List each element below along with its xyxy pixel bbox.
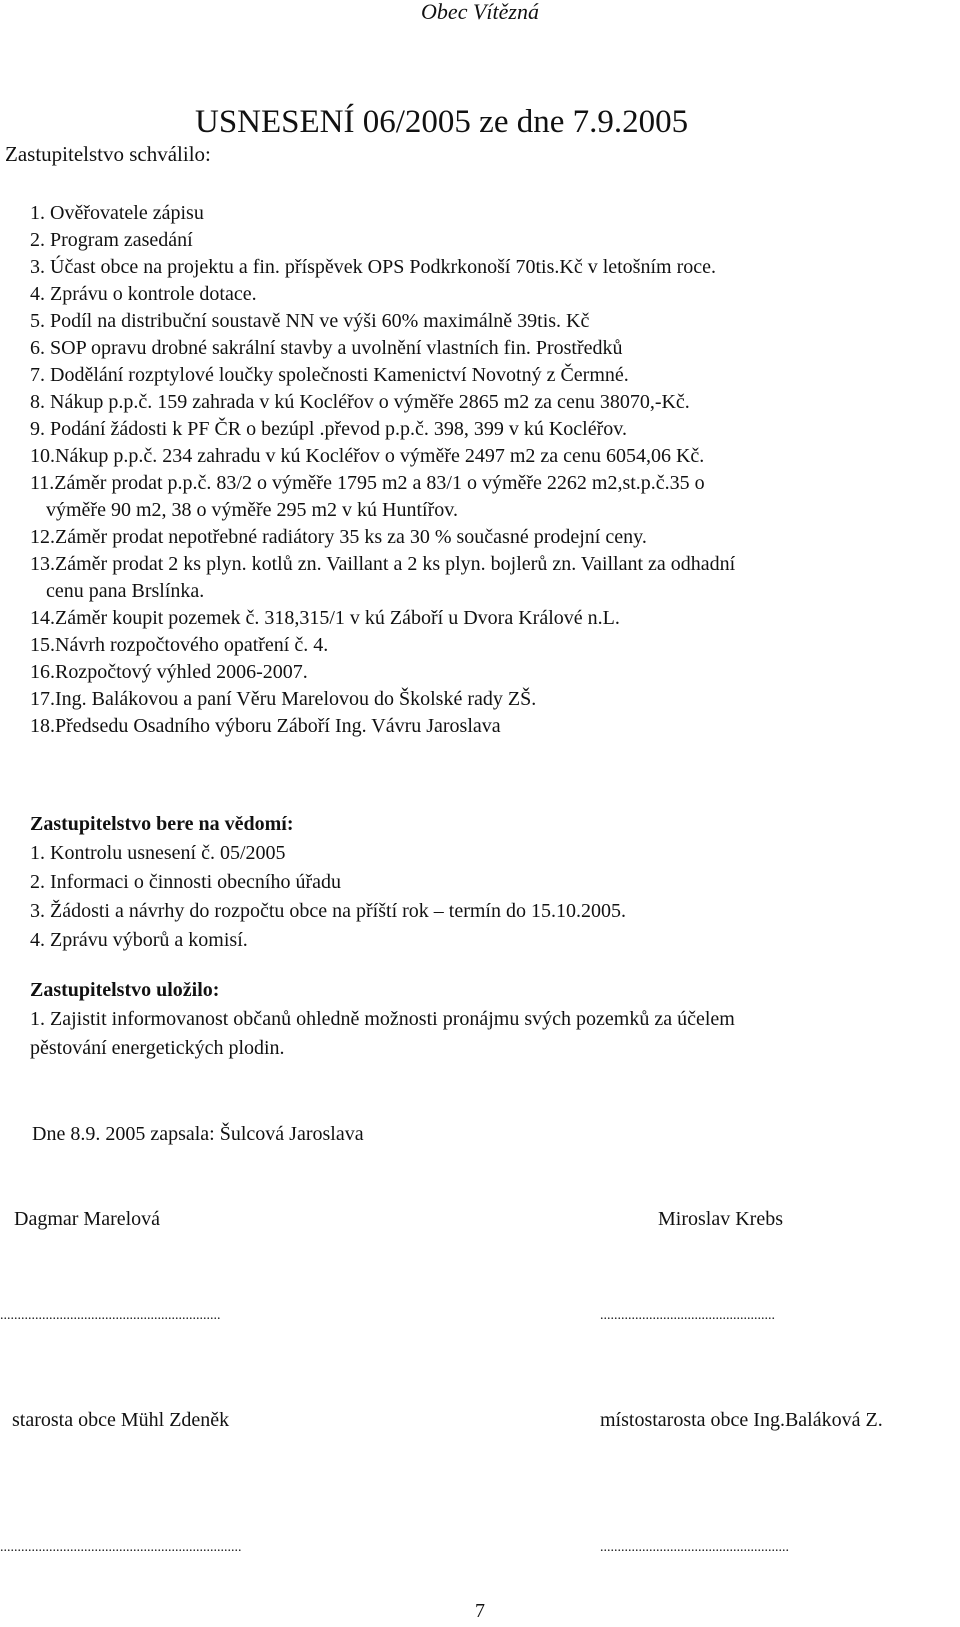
list-item: 7. Dodělání rozptylové loučky společnosti Kamenictví Novotný z Čermné. [30, 364, 629, 386]
list-item: 11.Záměr prodat p.p.č. 83/2 o výměře 1795 m2 a 83/1 o výměře 2262 m2,st.p.č.35 o výměře 90 m2, 38 o výměře 295 m2 v kú Huntířov. [30, 472, 705, 521]
verifier-right: Miroslav Krebs [658, 1208, 783, 1230]
list-item: 15.Návrh rozpočtového opatření č. 4. [30, 634, 329, 656]
deputy-label: místostarosta obce Ing.Baláková Z. [600, 1409, 883, 1431]
list-item: 17.Ing. Balákovou a paní Věru Marelovou do Školské rady ZŠ. [30, 688, 537, 710]
list-item: 12.Záměr prodat nepotřebné radiátory 35 ks za 30 % současné prodejní ceny. [30, 526, 647, 548]
recorded-note: Dne 8.9. 2005 zapsala: Šulcová Jaroslava [32, 1123, 364, 1145]
list-item: 9. Podání žádosti k PF ČR o bezúpl .převod p.p.č. 398, 399 v kú Kocléřov. [30, 418, 627, 440]
list-item: 13.Záměr prodat 2 ks plyn. kotlů zn. Vaillant a 2 ks plyn. bojlerů zn. Vaillant za odhadní cenu pana Brslínka. [30, 553, 736, 602]
mayor-label: starosta obce Mühl Zdeněk [12, 1409, 230, 1431]
signature-line: .................................................. [600, 1308, 775, 1323]
signature-line: ...................................................... [600, 1540, 789, 1555]
list-item: 1. Kontrolu usnesení č. 05/2005 [30, 842, 286, 864]
tasked-line: 1. Zajistit informovanost občanů ohledně možnosti pronájmu svých pozemků za účelem [30, 1008, 735, 1030]
verifier-left: Dagmar Marelová [14, 1208, 161, 1230]
list-item: 10.Nákup p.p.č. 234 zahradu v kú Kocléřov o výměře 2497 m2 za cenu 6054,06 Kč. [30, 445, 705, 467]
list-item: 3. Žádosti a návrhy do rozpočtu obce na příští rok – termín do 15.10.2005. [30, 900, 626, 922]
page-header: Obec Vítězná [421, 0, 539, 24]
approved-list [30, 200, 735, 740]
list-item: 8. Nákup p.p.č. 159 zahrada v kú Kocléřov o výměře 2865 m2 za cenu 38070,-Kč. [30, 391, 690, 413]
signature-line: ..................................................................... [0, 1540, 242, 1555]
list-item: 16.Rozpočtový výhled 2006-2007. [30, 661, 308, 683]
list-item: 4. Zprávu výborů a komisí. [30, 929, 248, 951]
tasked-section [30, 976, 735, 1063]
resolution-title: USNESENÍ 06/2005 ze dne 7.9.2005 [195, 104, 689, 140]
list-item: 2. Program zasedání [30, 229, 193, 251]
list-item: 2. Informaci o činnosti obecního úřadu [30, 871, 342, 893]
tasked-heading: Zastupitelstvo uložilo: [30, 979, 220, 1001]
noted-section [30, 810, 626, 955]
noted-heading: Zastupitelstvo bere na vědomí: [30, 813, 294, 835]
list-item: 6. SOP opravu drobné sakrální stavby a uvolnění vlastních fin. Prostředků [30, 337, 623, 359]
list-item: 14.Záměr koupit pozemek č. 318,315/1 v kú Záboří u Dvora Králové n.L. [30, 607, 620, 629]
approved-heading: Zastupitelstvo schválilo: [5, 142, 211, 166]
list-item: 5. Podíl na distribuční soustavě NN ve výši 60% maximálně 39tis. Kč [30, 310, 590, 332]
list-item: 3. Účast obce na projektu a fin. příspěvek OPS Podkrkonoší 70tis.Kč v letošním roce. [30, 256, 716, 278]
page-number: 7 [475, 1600, 485, 1622]
list-item: 1. Ověřovatele zápisu [30, 202, 204, 224]
list-item: 18.Předsedu Osadního výboru Záboří Ing. Vávru Jaroslava [30, 715, 501, 737]
tasked-line: pěstování energetických plodin. [30, 1037, 285, 1059]
signature-line: ............................................................... [0, 1308, 221, 1323]
list-item: 4. Zprávu o kontrole dotace. [30, 283, 257, 305]
